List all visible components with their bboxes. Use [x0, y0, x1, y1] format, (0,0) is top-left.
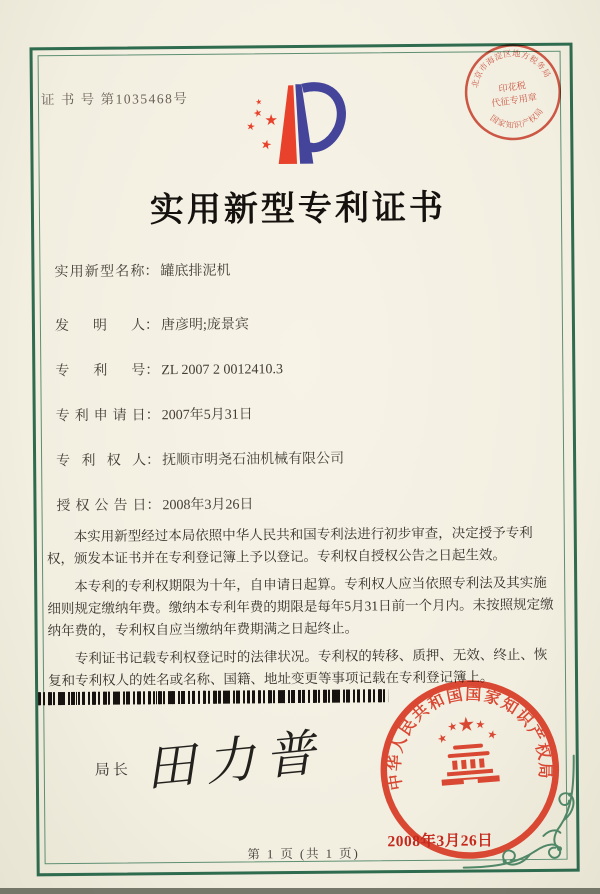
field-value: 罐底排泥机: [160, 263, 231, 280]
scan-shadow-edge: [0, 888, 600, 894]
field-row-patentee: [56, 448, 344, 471]
field-separator: ：: [146, 453, 161, 469]
field-value: 2007年5月31日: [161, 407, 253, 424]
field-row-inventor: [55, 313, 249, 335]
field-value: 抚顺市明尧石油机械有限公司: [162, 451, 345, 469]
official-seal-ring-text: 中华人民共和国国家知识产权局: [386, 686, 553, 792]
tax-stamp-center-line1: 印花税: [497, 80, 527, 95]
field-row-name: [54, 260, 230, 282]
svg-text:国家知识产权局: [487, 106, 546, 134]
tax-stamp-center-line2: 代征专用章: [490, 91, 538, 109]
field-separator: ：: [145, 408, 160, 424]
director-signature: 田力普: [142, 723, 328, 799]
director-title: 局长: [94, 762, 131, 779]
field-row-patent-number: [55, 358, 283, 380]
legal-paragraph: 本专利的专利权期限为十年，自申请日起算。专利权人应当依照专利法及其实施细则规定缴纳年费。缴纳本专利年费的期限是每年5月31日前一个月内。未按照规定缴纳年费的，专利权自应当缴纳年费期满之日起终止。: [47, 574, 554, 639]
field-value: ZL 2007 2 0012410.3: [161, 362, 283, 379]
logo-stars: [246, 98, 277, 150]
tax-stamp-ring-bottom: 国家知识产权局: [488, 106, 545, 130]
logo-red-wedge: [278, 85, 297, 164]
field-value: 2008年3月26日: [162, 497, 254, 514]
legal-paragraph: 专利证书记载专利权登记时的法律状况。专利权的转移、质押、无效、终止、恢复和专利权人的姓名或名称、国籍、地址变更等事项记载在专利登记簿上。: [47, 646, 548, 689]
page-title: 实用新型专利证书: [149, 189, 447, 230]
field-separator: ：: [144, 318, 160, 334]
field-label: 专利申请日: [55, 408, 146, 425]
field-separator: ：: [146, 498, 161, 514]
legal-paragraph: 本实用新型经过本局依照中华人民共和国专利法进行初步审查，决定授予专利权，颁发本证书并在专利登记簿上予以登记。专利权自授权公告之日起生效。: [46, 524, 533, 567]
field-row-grant-date: [56, 493, 253, 515]
stamp-tax-seal: [449, 28, 576, 155]
field-label: 实用新型名称: [54, 264, 145, 281]
certificate-number: 证 书 号 第1035468号: [40, 90, 189, 108]
field-separator: ：: [144, 264, 159, 280]
page-footer: 第 1 页 (共 1 页): [247, 846, 360, 862]
corner-ornament-icon: [455, 746, 586, 877]
tax-stamp-ring-top: 北京市海淀区地方税务局: [470, 49, 552, 89]
issue-date: 2008年3月26日: [387, 832, 494, 851]
field-row-filing-date: [56, 403, 253, 425]
field-separator: ：: [145, 363, 160, 379]
field-label: 发明人: [54, 318, 146, 335]
field-label: 授权公告日: [56, 498, 147, 515]
field-label: 专利权人: [56, 453, 147, 470]
legal-text-block: [47, 522, 556, 698]
field-label: 专利号: [55, 363, 146, 380]
field-value: 唐彦明;庞景宾: [160, 317, 249, 334]
patent-logo-icon: [237, 72, 356, 175]
